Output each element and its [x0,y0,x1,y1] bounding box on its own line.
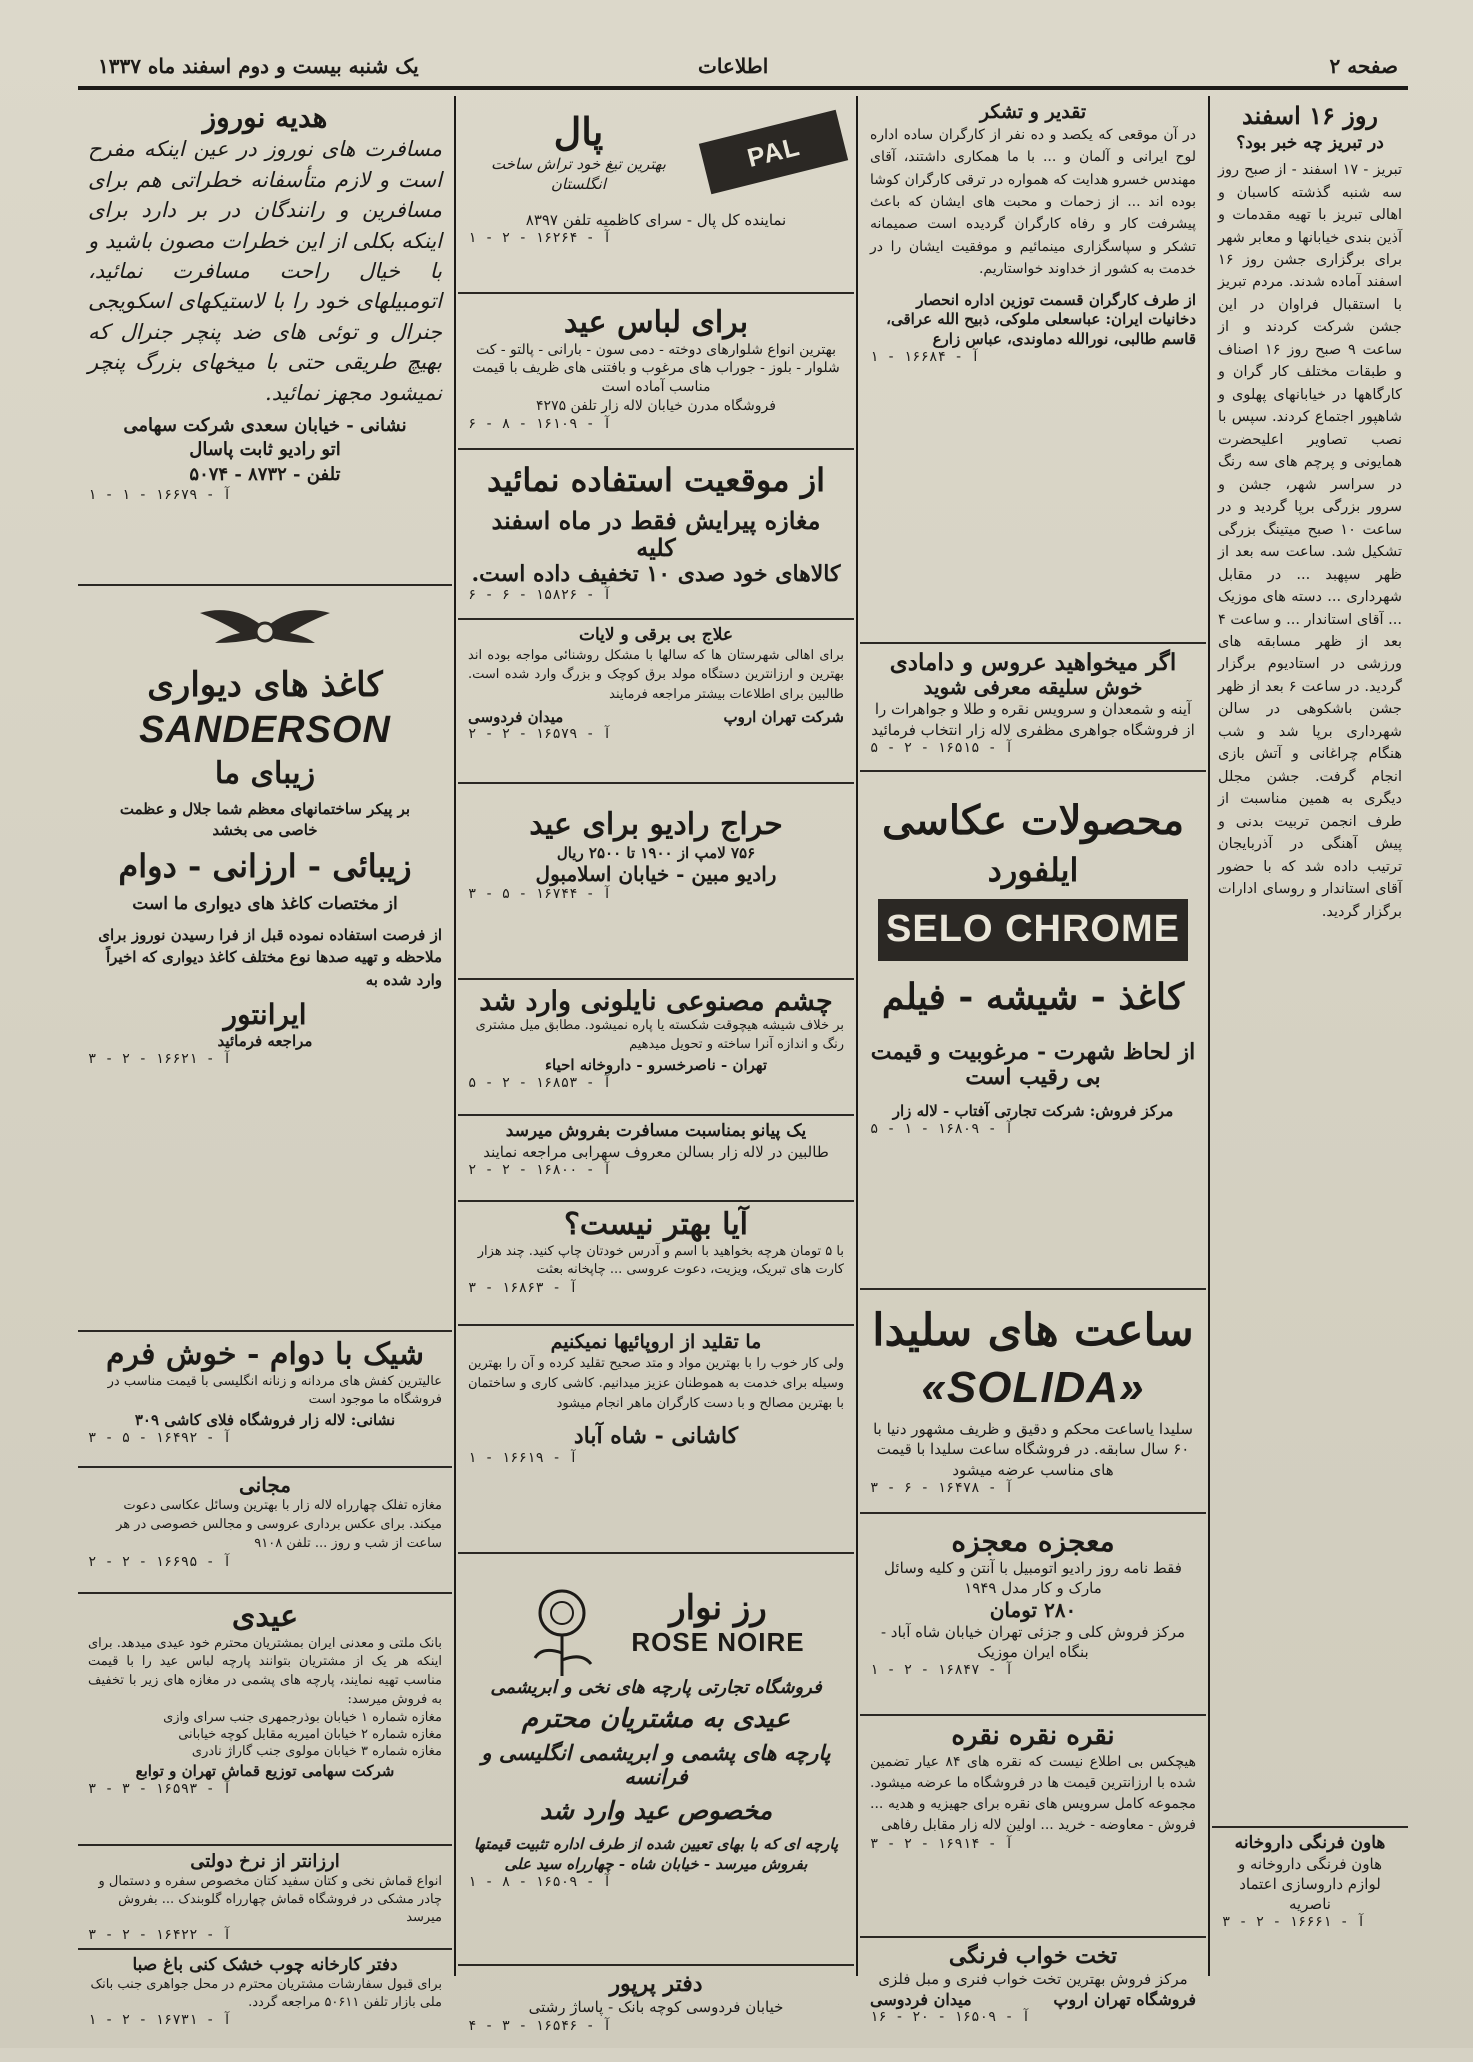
thanks-code: آ - ۱۶۶۸۴ - ۱ [870,349,980,366]
razor-brand: پال [553,109,604,154]
bed-body: مرکز فروش بهترین تخت خواب فنری و مبل فلزی [878,1970,1188,1989]
eid-clothes-body: بهترین انواع شلوارهای دوخته - دمی سون - بارانی - پالتو - کت شلوار - بلوز - جوراب های مرغوب و بافتنی های ظریف با قیمت مناسب آماده است [472,341,840,396]
eid-clothes-code: آ - ۱۶۱۰۹ - ۸ - ۶ [468,416,612,433]
thanks-title: تقدیر و تشکر [979,101,1087,123]
column-divider [856,96,858,1976]
wallpaper-line3: خاصی می بخشد [212,820,318,839]
wallpaper-line1: زیبای ما [214,755,316,791]
better-body: با ۵ تومان هرچه بخواهید با اسم و آدرس خودتان چاپ کنید. چند هزار کارت های تبریک، ویزیت، دعوت عروسی ... چاپخانه بعثت [477,1243,844,1278]
no-imitation-title: ما تقلید از اروپائیها نمیکنیم [550,1331,762,1353]
wallpaper-line2: بر پیکر ساختمانهای معظم شما جلال و عظمت [119,800,411,819]
article-title: روز ۱۶ اسفند [1241,101,1379,130]
sale-title: از موقعیت استفاده نمائید [486,461,826,499]
lights-code: آ - ۱۶۵۷۹ - ۲ - ۲ [468,726,612,743]
wallpaper-brand: SANDERSON [139,709,391,752]
wallpaper-line4: از مختصات کاغذ های دیواری ما است [132,893,398,914]
miracle-body: فقط نامه روز رادیو اتومبیل با آنتن و کلیه وسائل مارک و کار مدل ۱۹۴۹ [884,1559,1182,1598]
thanks-body: در آن موقعی که یکصد و ده نفر از کارگران ساده اداره لوح ایرانی و آلمان و ... با ما همکاری داشتند، آقای مهندس خسرو هدایت که همواره در ترقی کارگران کوشا بوده اند ... از زحمات و محبت های ایشان که باعث پیشرفت کار و رفاه کارگران گردیده است صمیمانه تشکر و سپاسگزاری مینمائیم و موفقیت ایشان را در خدمت به کشور از خداوند خواستاریم. [870,126,1196,278]
chip-body: برای قبول سفارشات مشتریان محترم در محل جواهری جنب بانک ملی بازار تلفن ۵۰۶۱۱ مراجعه گردد. [90,1976,442,2010]
watch-latin: «SOLIDA» [921,1362,1145,1412]
shoes-title: شیک با دوام - خوش فرم [105,1337,425,1372]
miracle-title: معجزه معجزه [951,1525,1115,1558]
rose-noire-line6: بفروش میرسد - خیابان شاه - چهارراه سید علی [504,1854,808,1873]
ad-bed [860,1938,1206,2062]
shoes-code: آ - ۱۶۴۹۲ - ۵ - ۳ [88,1430,232,1447]
lights-store: شرکت تهران اروپ [723,708,844,727]
daftar-body: خیابان فردوسی کوچه بانک - پاساژ رشتی [528,1998,784,2017]
watch-body: سلیدا یاساعت محکم و دقیق و ظریف مشهور دنیا با ۶۰ سال سابقه. در فروشگاه ساعت سلیدا با قیمت های مناسب عرضه میشود [873,1420,1193,1479]
silver-body: هیچکس بی اطلاع نیست که نقره های ۸۴ عیار تضمین شده با ارزانترین قیمت ها در فروشگاه ما عرضه میشود. مجموعه کامل سرویس های نقره برای جهیزیه و هدیه ... فروش - معاوضه - خرید ... اولین لاله زار مقابل رفاهی [870,1753,1196,1833]
ad-shoes [78,1332,452,1468]
rose-noire-line4: مخصوص عید وارد شد [539,1795,773,1825]
miracle-price: ۲۸۰ تومان [989,1597,1077,1622]
lights-place: میدان فردوسی [468,708,564,727]
radio-title: حراج رادیو برای عید [529,807,783,842]
eidi-code: آ - ۱۶۵۹۳ - ۳ - ۳ [88,1780,232,1797]
photo-brand: ایلفورد [987,851,1079,889]
razor-rep: نماینده کل پال - سرای کاظمیه تلفن ۸۳۹۷ [525,211,787,230]
wallpaper-cta: مراجعه فرمائید [217,1032,313,1051]
miracle-code: آ - ۱۶۸۴۷ - ۲ - ۱ [870,1662,1014,1679]
news-article [1212,96,1408,1736]
rose-noire-line2: عیدی به مشتریان محترم [521,1703,791,1734]
radio-code: آ - ۱۶۷۴۴ - ۵ - ۳ [468,885,612,902]
eidi-body: بانک ملتی و معدنی ایران بمشتریان محترم خود عیدی میدهد. برای اینکه هر یک از مشتریان بتوانند پارچه لباس عید را با قیمت مناسب تهیه نمایند، پارچه های پشمی در مغازه های زیر با تخفیف به فروش میرسد: [88,1635,442,1708]
wallpaper-body: از فرصت استفاده نموده قبل از فرا رسیدن نوروز برای ملاحظه و تهیه صدها نوع مختلف کاغذ دیواری که اخیراً وارد شده به [98,925,442,989]
chip-title: دفتر کارخانه چوب خشک کنی باغ صبا [132,1955,398,1975]
razor-blade-icon: PAL [699,110,848,195]
ad-sale [458,450,854,620]
ad-photo [860,772,1206,1290]
ad-code: آ - ۱۶۶۶۱ - ۲ - ۳ [1222,1914,1366,1931]
wallpaper-title: کاغذ های دیواری [147,665,383,705]
ad-wallpaper [78,586,452,1332]
ad-no-imitation [458,1326,854,1554]
ad-piano [458,1116,854,1202]
piano-title: یک پیانو بمناسبت مسافرت بفروش میرسد [505,1121,807,1141]
cheap-body: انواع قماش نخی و کتان سفید کتان مخصوص سفره و دستمال و چادر مشکی در فروشگاه قماش چهارراه گلوبندک ... بفروش میرسد [98,1873,442,1926]
better-title: آیا بهتر نیست؟ [563,1207,749,1242]
bed-code: آ - ۱۶۵۰۹ - ۲۰ - ۱۶ [870,2008,1031,2025]
razor-slogan: بهترین تیغ خود تراش ساخت انگلستان [490,154,666,193]
silver-code: آ - ۱۶۹۱۴ - ۲ - ۳ [870,1835,1014,1852]
photo-subtitle: کاغذ - شیشه - فیلم [881,975,1185,1018]
ad-nylon-eye [458,980,854,1116]
winged-emblem-icon [195,598,335,658]
bed-title: تخت خواب فرنگی [948,1943,1118,1969]
ad-radio [458,784,854,980]
nylon-eye-address: تهران - ناصرخسرو - داروخانه احیاء [544,1055,768,1074]
ad-pharmacy [1212,1826,1408,1956]
nylon-eye-code: آ - ۱۶۸۵۳ - ۲ - ۵ [468,1074,612,1091]
nowruz-code: آ - ۱۶۶۷۹ - ۱ - ۱ [88,487,232,504]
lights-body: برای اهالی شهرستان ها که سالها با مشکل روشنائی مواجه بوده اند بهترین و ارزانترین دستگاه مولد برق کوچک و بزرگ وارد شده است. طالبین برای اطلاعات بیشتر مراجعه فرمایند [468,647,844,702]
jewelry-title: اگر میخواهید عروس و دامادی [889,649,1177,676]
nowruz-body: مسافرت های نوروز در عین اینکه مفرح است و لازم متأسفانه خطراتی هم برای مسافرین و رانندگان در بر دارد برای اینکه بکلی از این خطرات مصون باشید و با خیال راحت مسافرت نمائید، اتومبیلهای خود را با لاستیکهای اسکویجی جنرال و توئی های ضد پنچر جنرال که بهیچ طریقی حتی با میخهای بزرگ پنچر نمیشود مجهز نمائید. [88,137,442,405]
cheap-title: ارزانتر از نرخ دولتی [190,1851,340,1872]
ad-miracle [860,1514,1206,1716]
bed-place: میدان فردوسی [870,1989,972,2009]
ad-cheap [78,1846,452,1950]
photo-address: مرکز فروش: شرکت تجارتی آفتاب - لاله زار [892,1101,1174,1120]
rose-noire-line5: پارچه ای که با بهای تعیین شده از طرف اداره تثبیت قیمتها [473,1834,839,1853]
no-imitation-body: ولی کار خوب را با بهترین مواد و متد صحیح تقلید کرده و آن را بهترین وسیله برای خدمت به هموطنان عزیز میدانیم. کاشی کاری و ساختمان با بهترین مصالح و با دست کارگران ماهر انجام میشود [468,1355,844,1412]
column-news [1212,96,1408,1978]
ad-eid-clothes [458,294,854,450]
ad-text: هاون فرنگی داروخانه و لوازم داروسازی اعتماد ناصریه [1237,1854,1383,1914]
jewelry-code: آ - ۱۶۵۱۵ - ۲ - ۵ [870,739,1014,756]
photo-line1: از لحاظ شهرت - مرغوبیت و قیمت [870,1039,1196,1066]
free-code: آ - ۱۶۶۹۵ - ۲ - ۲ [88,1553,232,1570]
header-rule [78,86,1408,90]
nowruz-address: نشانی - خیابان سعدی شرکت سهامی [123,415,407,437]
ad-chip [78,1950,452,2062]
daftar-title: دفتر پرپور [609,1971,703,1997]
ad-razor [458,96,854,294]
wallpaper-store: ایرانتور [223,998,307,1032]
ad-free [78,1468,452,1594]
ad-lights [458,620,854,784]
watch-code: آ - ۱۶۴۷۸ - ۶ - ۳ [870,1479,1014,1496]
article-subtitle: در تبریز چه خبر بود؟ [1236,132,1384,153]
better-code: آ - ۱۶۸۶۳ - ۳ [468,1280,578,1297]
rose-noire-line3: پارچه های پشمی و ابریشمی انگلیسی و فرانسه [481,1739,831,1789]
free-title: مجانی [239,1473,291,1497]
rose-noire-latin: ROSE NOIRE [631,1626,805,1657]
eidi-shop2: مغازه شماره ۲ خیابان امیریه مقابل کوچه خیابانی [178,1726,442,1742]
nowruz-phone: تلفن - ۸۷۳۲ - ۵۰۷۴ [189,463,341,485]
miracle-address: مرکز فروش کلی و جزئی تهران خیابان شاه آباد - بنگاه ایران موزیک [880,1622,1186,1661]
rose-noire-brand: رز نوار [669,1587,767,1628]
photo-code: آ - ۱۶۸۰۹ - ۱ - ۵ [870,1121,1014,1138]
chip-code: آ - ۱۶۷۳۱ - ۲ - ۱ [88,2011,232,2028]
wallpaper-code: آ - ۱۶۶۲۱ - ۲ - ۳ [88,1051,232,1068]
column-center-left [458,96,854,2034]
cheap-code: آ - ۱۶۴۲۲ - ۲ - ۳ [88,1927,232,1944]
ad-title: هاون فرنگی داروخانه [1234,1833,1386,1853]
no-imitation-code: آ - ۱۶۶۱۹ - ۱ [468,1449,578,1466]
ad-silver [860,1716,1206,1938]
column-left [78,96,452,2028]
nowruz-company: اتو رادیو ثابت پاسال [189,439,341,461]
ad-watch [860,1290,1206,1514]
eid-clothes-title: برای لباس عید [563,305,749,340]
ad-nowruz [78,96,452,586]
ad-jewelry [860,644,1206,772]
nowruz-title: هدیه نوروز [202,101,328,134]
nylon-eye-body: بر خلاف شیشه هیچوقت شکسته یا پاره نمیشود. مطابق میل مشتری رنگ و اندازه آنرا ساخته و تحویل میدهیم [475,1018,844,1052]
column-divider [1208,96,1210,1976]
rose-noire-line1: فروشگاه تجارتی پارچه های نخی و ابریشمی [490,1677,822,1698]
header-paper-name: اطلاعات [698,54,769,78]
thanks-signers: از طرف کارگران قسمت توزین اداره انحصار دخانیات ایران: عباسعلی ملوکی، ذبیح الله عراقی، قاسم طالبی، نورالله دماوندی، عباس زارع [886,290,1196,348]
jewelry-subtitle: خوش سلیقه معرفی شوید [923,675,1143,700]
eidi-shop1: مغازه شماره ۱ خیابان بوذرجمهری جنب سرای وازی [163,1709,442,1725]
free-body: مغازه تفلک چهارراه لاله زار با بهترین وسائل عکاسی دعوت میکند. برای عکس برداری عروسی و مجالس خصوصی در هر ساعت از شب و روز ... تلفن ۹۱۰۸ [116,1498,442,1551]
article-body: تبریز - ۱۷ اسفند - از صبح روز سه شنبه گذشته کاسبان و اهالی تبریز با تهیه مقدمات و آذین بندی خیابانها و معابر شهر برای برگزاری جشن روز ۱۶ اسفند آماده شدند. مردم تبریز با استقبال فراوان در این جشن شرکت کردند و از ساعت ۹ صبح روز ۱۶ اصناف و طبقات مختلف کار گران و کارگاهها در خیابانهای پهلوی و شاهپور اجتماع کردند. سپس با نصب تصاویر اعلیحضرت همایونی و پرچم های سه رنگ در سراسر شهر، جشن و سرور بزرگی برپا گردید و در ساعت ۱۰ صبح میتینگ بزرگی تشکیل شد. ساعت سه بعد از ظهر سپهبد ... در مقابل شهرداری ... دسته های موزیک ... آقای استاندار ... و ساعت ۴ بعد از ظهر مسابقه های ورزشی در استادیوم برگزار گردید. در ساعت ۶ بعد از ظهر جشن باشکوهی در سالن شهرداری برپا شد و شب هنگام چراغانی و آتش بازی انجام گرفت. جشن مجلل دیگری به همین مناسبت از طرف انجمن تربیت بدنی و پیش آهنگی در آذربایجان ترتیب داده شد که با حضور آقای استاندار و روسای ادارات برگزار گردید. [1218,162,1403,920]
no-imitation-store: کاشانی - شاه آباد [573,1423,739,1450]
wallpaper-slogan: زیبائی - ارزانی - دوام [118,846,412,885]
radio-store: رادیو مبین - خیابان اسلامبول [535,861,777,886]
photo-line2: بی رقیب است [965,1064,1101,1091]
jewelry-body: آینه و شمعدان و سرویس نقره و طلا و جواهرات را از فروشگاه جواهری مظفری لاله زار انتخاب فرمائید [871,700,1195,739]
ad-eidi [78,1594,452,1846]
column-center-right [860,96,1206,2025]
bed-store: فروشگاه تهران اروپ [1053,1989,1196,2009]
silver-title: نقره نقره نقره [951,1721,1115,1751]
sale-body2: کالاهای خود صدی ۱۰ تخفیف داده است. [471,560,841,587]
eidi-company: شرکت سهامی توزیع قماش تهران و توابع [135,1761,395,1780]
sale-body: مغازه پیرایش فقط در ماه اسفند کلیه [491,505,821,563]
ad-rose-noire [458,1554,854,1966]
watch-title: ساعت های سلیدا [872,1305,1194,1356]
daftar-code: آ - ۱۶۵۴۶ - ۳ - ۴ [468,2017,612,2034]
header-page-number: صفحه ۲ [1329,54,1398,78]
photo-title: محصولات عکاسی [882,797,1184,844]
eidi-shop3: مغازه شماره ۳ خیابان مولوی جنب گاراژ نادری [191,1743,442,1759]
piano-code: آ - ۱۶۸۰۰ - ۲ - ۲ [468,1161,612,1178]
radio-body: ۷۵۶ لامپ از ۱۹۰۰ تا ۲۵۰۰ ریال [556,843,756,862]
rose-flower-icon [507,1568,617,1678]
nylon-eye-title: چشم مصنوعی نایلونی وارد شد [479,986,833,1017]
header-date: یک شنبه بیست و دوم اسفند ماه ۱۳۳۷ [98,54,419,78]
eidi-title: عیدی [231,1599,299,1634]
shoes-address: نشانی: لاله زار فروشگاه فلای کاشی ۳۰۹ [134,1411,396,1430]
selochrome-logo: SELO CHROME [878,899,1188,961]
ad-better [458,1202,854,1326]
eid-clothes-address: فروشگاه مدرن خیابان لاله زار تلفن ۴۲۷۵ [536,398,776,415]
piano-body: طالبین در لاله زار بسالن معروف سهرابی مراجعه نمایند [483,1142,829,1161]
sale-code: آ - ۱۵۸۲۶ - ۶ - ۶ [468,587,612,604]
razor-code: آ - ۱۶۲۶۴ - ۲ - ۱ [468,230,612,247]
column-divider [454,96,456,1976]
shoes-body: عالیترین کفش های مردانه و زنانه انگلیسی با قیمت مناسب در فروشگاه ما موجود است [107,1373,442,1408]
rose-noire-code: آ - ۱۶۵۰۹ - ۸ - ۱ [468,1874,612,1891]
ad-thanks [860,96,1206,644]
lights-title: علاج بی برقی و لایات [578,625,734,645]
